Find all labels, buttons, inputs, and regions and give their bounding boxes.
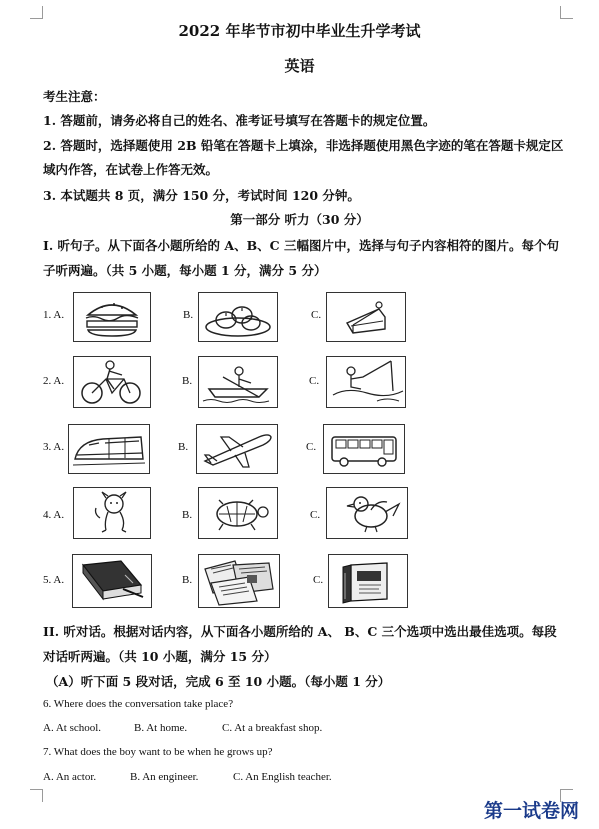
crop-mark-bottom-left <box>30 789 43 802</box>
fishing-icon <box>326 356 406 408</box>
q7-stem: 7. What does the boy want to be when he grows up? <box>43 746 273 758</box>
exam-title: 2022 年毕节市初中毕业生升学考试 <box>178 22 421 40</box>
dictionary-icon <box>328 554 408 608</box>
q6-option-b: B. At home. <box>134 722 188 734</box>
rowing-boat-icon <box>198 356 278 408</box>
watermark-logo: 第一试卷网 <box>484 800 580 822</box>
q5-label-a: 5. A. <box>43 574 65 586</box>
q2-label-b: B. <box>182 375 193 387</box>
q5-label-c: C. <box>313 574 324 586</box>
crop-mark-top-right <box>560 6 573 19</box>
bus-icon <box>323 424 405 474</box>
hamburger-icon <box>73 292 151 342</box>
q4-label-c: C. <box>310 509 321 521</box>
q4-label-a: 4. A. <box>43 509 65 521</box>
q3-label-c: C. <box>306 441 317 453</box>
q4-label-b: B. <box>182 509 193 521</box>
q1-label-b: B. <box>183 309 194 321</box>
newspapers-icon <box>198 554 280 608</box>
puppy-icon <box>73 487 151 539</box>
q6-option-c: C. At a breakfast shop. <box>222 722 323 734</box>
section2a-instructions: （A）听下面 5 段对话，完成 6 至 10 小题。（每小题 1 分） <box>46 674 391 689</box>
high-speed-train-icon <box>68 424 150 474</box>
q3-label-b: B. <box>178 441 189 453</box>
bird-icon <box>326 487 408 539</box>
section2-instructions-line2: 对话听两遍。（共 10 小题，满分 15 分） <box>43 649 277 664</box>
turtle-icon <box>198 487 278 539</box>
exam-subject: 英语 <box>284 57 315 75</box>
airplane-icon <box>196 424 278 474</box>
q1-label-c: C. <box>311 309 322 321</box>
notice-item-3: 3. 本试题共 8 页，满分 150 分，考试时间 120 分钟。 <box>43 188 360 203</box>
q2-label-c: C. <box>309 375 320 387</box>
notice-item-2-cont: 域内作答，在试卷上作答无效。 <box>43 162 219 177</box>
q2-label-a: 2. A. <box>43 375 65 387</box>
section1-instructions-line1: I. 听句子。从下面各小题所给的 A、B、C 三幅图片中，选择与句子内容相符的图片。每个句 <box>43 238 559 253</box>
notice-item-2: 2. 答题时，选择题使用 2B 铅笔在答题卡上填涂，非选择题使用黑色字迹的笔在答题卡规定区 <box>43 138 564 153</box>
q7-option-b: B. An engineer. <box>130 771 199 783</box>
section1-instructions-line2: 子听两遍。（共 5 小题，每小题 1 分，满分 5 分） <box>43 263 327 278</box>
crop-mark-top-left <box>30 6 43 19</box>
section2-instructions-line1: II. 听对话。根据对话内容，从下面各小题所给的 A、 B、C 三个选项中选出最佳选项。每段 <box>43 624 557 639</box>
q6-stem: 6. Where does the conversation take place? <box>43 698 234 710</box>
q5-label-b: B. <box>182 574 193 586</box>
buns-plate-icon <box>198 292 278 342</box>
book-icon <box>72 554 152 608</box>
part1-heading: 第一部分 听力（30 分） <box>230 212 369 227</box>
q7-option-a: A. An actor. <box>43 771 97 783</box>
cycling-icon <box>73 356 151 408</box>
q3-label-a: 3. A. <box>43 441 65 453</box>
q7-option-c: C. An English teacher. <box>233 771 332 783</box>
cake-slice-icon <box>326 292 406 342</box>
q6-option-a: A. At school. <box>43 722 102 734</box>
q1-label-a: 1. A. <box>43 309 65 321</box>
notice-heading: 考生注意： <box>43 89 106 104</box>
notice-item-1: 1. 答题前，请务必将自己的姓名、准考证号填写在答题卡的规定位置。 <box>43 113 436 128</box>
